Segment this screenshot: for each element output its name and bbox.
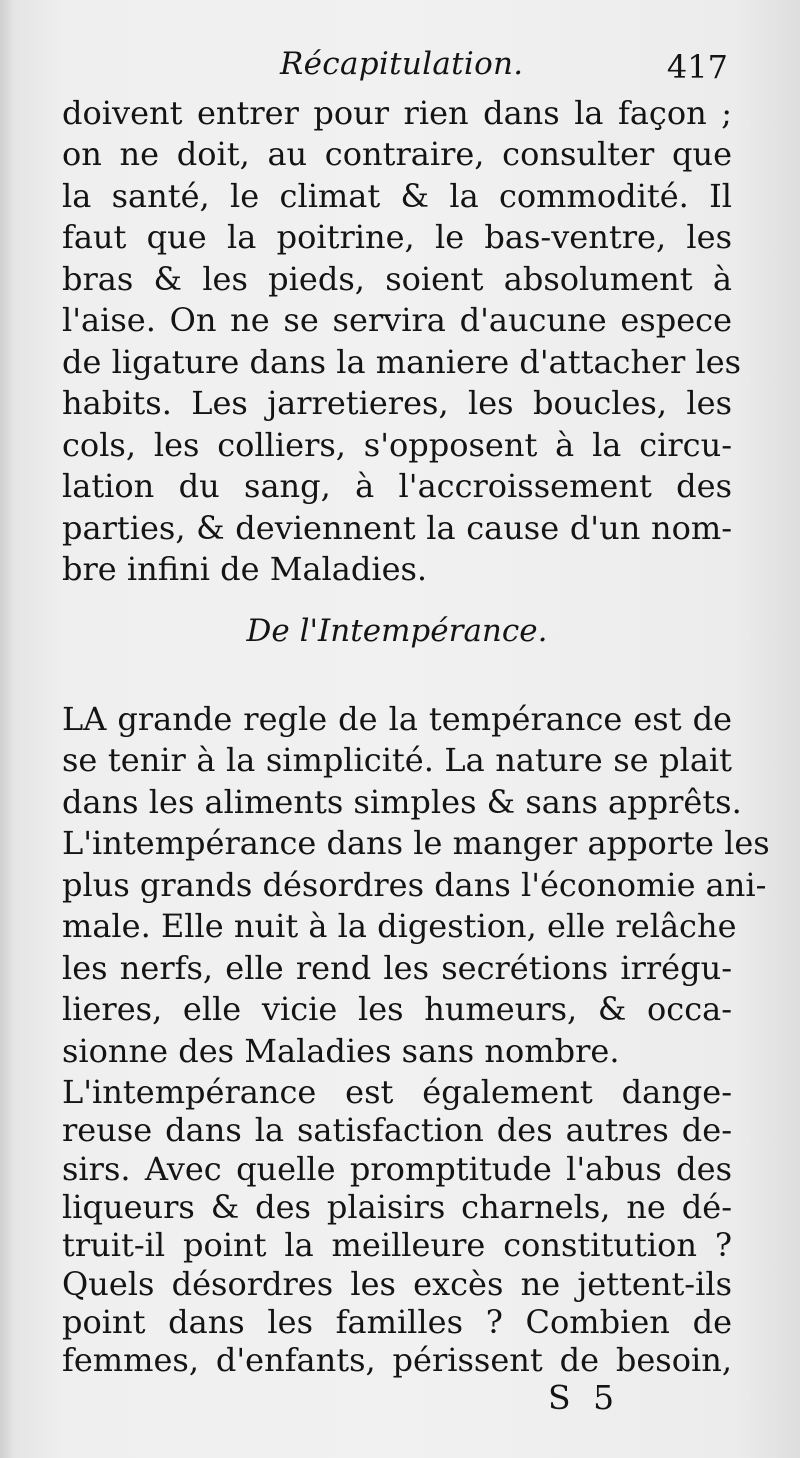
text-line: bre infini de Maladies. — [62, 550, 428, 588]
text-line: plus grands désordres dans l'économie ani- — [62, 866, 767, 904]
text-line: LA grande regle de la tempérance est de — [62, 700, 732, 738]
text-line: reuse dans la satisfaction des autres de- — [62, 1111, 732, 1150]
text-line: de ligature dans la maniere d'attacher les — [62, 343, 742, 381]
text-line: sirs. Avec quelle promptitude l'abus des — [62, 1149, 732, 1188]
page-gutter-shadow — [0, 0, 14, 1458]
text-line: male. Elle nuit à la digestion, elle relâche — [62, 907, 737, 945]
text-line: lieres, elle vicie les humeurs, & occa- — [62, 990, 732, 1028]
text-line: point dans les familles ? Combien de — [62, 1302, 732, 1341]
text-line: Quels désordres les excès ne jettent-ils — [62, 1264, 732, 1303]
text-line: habits. Les jarretieres, les boucles, les — [62, 384, 732, 422]
text-line: L'intempérance dans le manger apporte les — [62, 824, 770, 862]
text-line: bras & les pieds, soient absolument à — [62, 260, 732, 298]
text-line: parties, & deviennent la cause d'un nom- — [62, 509, 732, 547]
text-line: L'intempérance est également dange- — [62, 1073, 732, 1111]
text-line: doivent entrer pour rien dans la façon ; — [62, 94, 732, 132]
signature-mark: S 5 — [548, 1378, 621, 1417]
text-line: femmes, d'enfants, périssent de besoin, — [62, 1341, 732, 1380]
text-line: sionne des Maladies sans nombre. — [62, 1032, 620, 1070]
running-head-title: Récapitulation. — [280, 46, 524, 82]
page-number: 417 — [666, 48, 728, 86]
text-line: truit-il point la meilleure constitution ? — [62, 1226, 732, 1265]
text-line: se tenir à la simplicité. La nature se plait — [62, 741, 732, 779]
section-heading: De l'Intempérance. — [246, 613, 548, 649]
text-line: on ne doit, au contraire, consulter que — [62, 135, 732, 173]
running-head — [62, 46, 732, 96]
text-line: cols, les colliers, s'opposent à la circu- — [62, 426, 732, 464]
text-line: lation du sang, à l'accroissement des — [62, 467, 732, 505]
text-line: faut que la poitrine, le bas-ventre, les — [62, 218, 732, 256]
text-line: l'aise. On ne se servira d'aucune espece — [62, 301, 732, 339]
text-line: la santé, le climat & la commodité. Il — [62, 177, 732, 215]
text-line: liqueurs & des plaisirs charnels, ne dé- — [62, 1187, 732, 1226]
text-line: les nerfs, elle rend les secrétions irrégu- — [62, 949, 732, 987]
text-line: dans les aliments simples & sans apprêts. — [62, 783, 742, 821]
